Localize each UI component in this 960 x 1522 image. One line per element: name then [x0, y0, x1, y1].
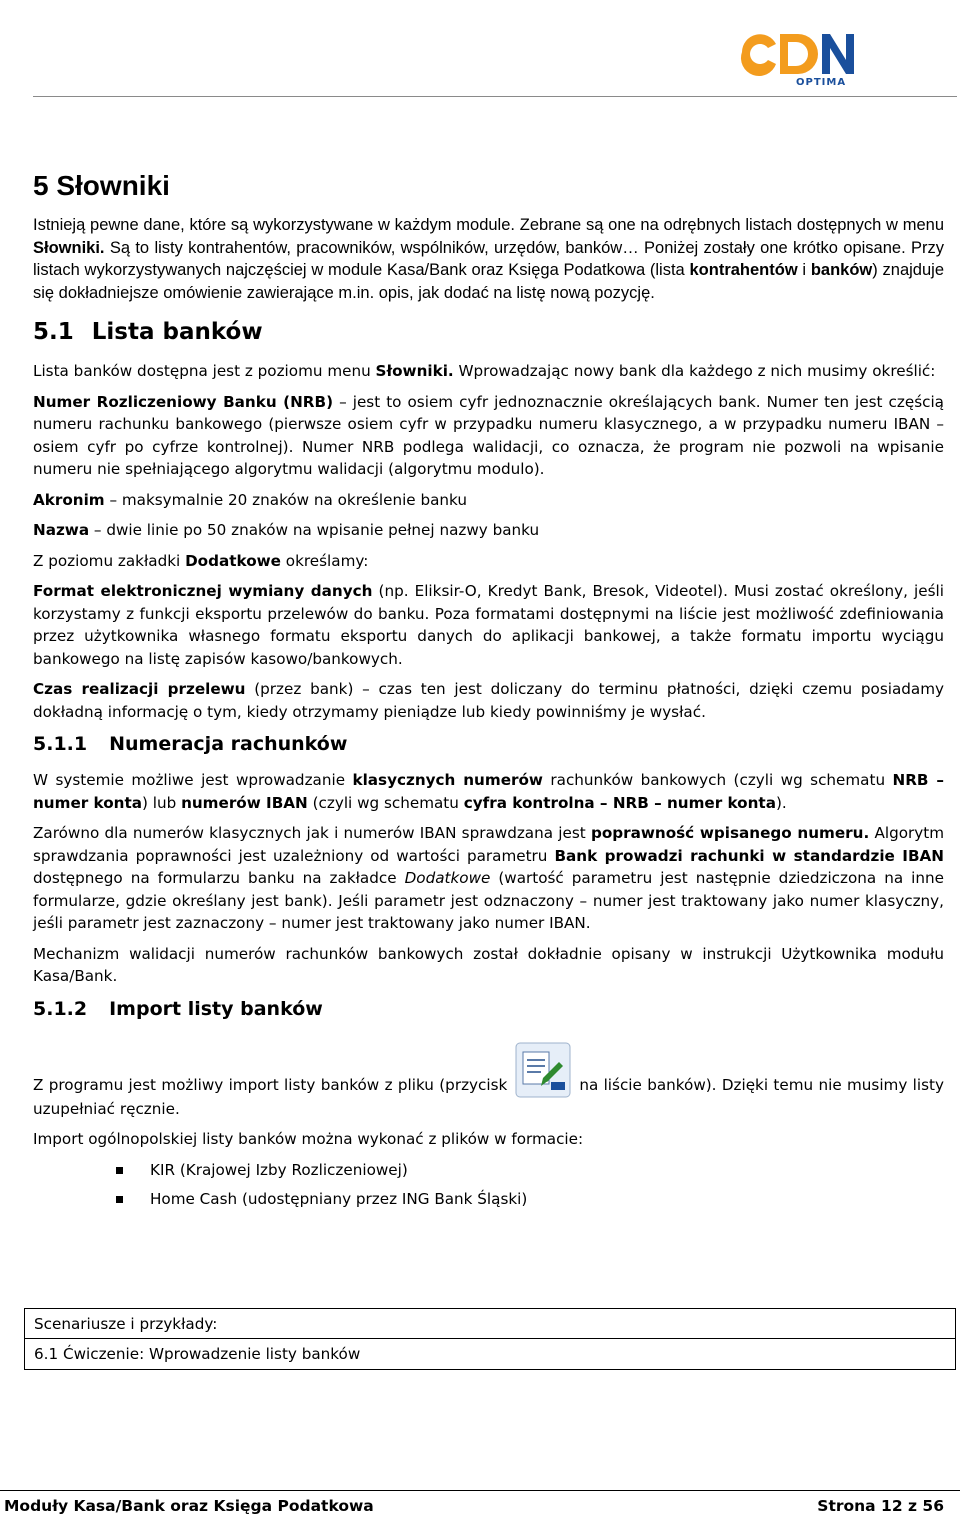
main-content [33, 160, 944, 1218]
subsection-title-numeracja: 5.1.1 Numeracja rachunków [33, 733, 348, 755]
scenarios-header: Scenariusze i przykłady: [25, 1309, 955, 1339]
section-title: 5 Słowniki [33, 170, 170, 201]
cdn-optima-logo [738, 22, 858, 86]
svg-text:OPTIMA: OPTIMA [796, 77, 847, 86]
square-bullet-icon [116, 1167, 123, 1174]
page-number: Strona 12 z 56 [817, 1497, 944, 1515]
paragraph-import-2: Import ogólnopolskiej listy banków można wykonać z plików w formacie: [33, 1130, 584, 1148]
paragraph-czas-realizacji: Czas realizacji przelewu (przez bank) – czas ten jest doliczany do terminu płatności, dzięki czemu posiadamy dokładną informację o tym, kiedy otrzymamy pieniądze lub kiedy powinniśmy je wysłać. [33, 680, 944, 721]
paragraph-dodatkowe: Z poziomu zakładki Dodatkowe określamy: [33, 551, 369, 570]
footer-title: Moduły Kasa/Bank oraz Księga Podatkowa [4, 1497, 374, 1515]
square-bullet-icon [116, 1196, 123, 1203]
scenarios-box [24, 1308, 956, 1370]
paragraph-nrb: Numer Rozliczeniowy Banku (NRB) – jest to osiem cyfr jednoznacznie określających bank. Numer ten jest częścią numeru rachunku bankowego (pierwsze osiem cyfr w przypadku numeru klasycznego, a w przypadku numeru IBAN – osiem cyfr po cyfrze kontrolnej). Numer NRB podlega walidacji, co oznacza, że program nie pozwoli na wpisanie numeru nie spełniającego algorytmu walidacji (algorytmu modulo). [33, 392, 944, 478]
scenario-link[interactable]: 6.1 Ćwiczenie: Wprowadzenie listy banków [34, 1345, 361, 1363]
import-list-icon[interactable] [515, 1042, 571, 1098]
paragraph-numeracja-1: W systemie możliwe jest wprowadzanie klasycznych numerów rachunków bankowych (czyli wg schematu NRB – numer konta) lub numerów IBAN (czyli wg schematu cyfra kontrolna – NRB – numer konta). [33, 771, 944, 812]
section-intro: Istnieją pewne dane, które są wykorzystywane w każdym module. Zebrane są one na odrębnych listach dostępnych w menu Słowniki. Są to listy kontrahentów, pracowników, wspólników, urzędów, banków… Poniżej zostały one krótko opisane. Przy listach wykorzystywanych najczęściej w module Kasa/Bank oraz Księga Podatkowa (lista kontrahentów i banków) znajduje się dokładniejsze omówienie zawierające m.in. opis, jak dodać na listę nową pozycję. [33, 216, 944, 302]
list-item: KIR (Krajowej Izby Rozliczeniowej) [33, 1159, 944, 1182]
paragraph-import-1: Z programu jest możliwy import listy banków z pliku (przycisk na liście banków). Dzięki temu nie musimy listy uzupełniać ręcznie. [33, 1042, 944, 1121]
paragraph-nazwa: Nazwa – dwie linie po 50 znaków na wpisanie pełnej nazwy banku [33, 521, 540, 539]
subsection-title-lista-bankow: 5.1 Lista banków [33, 319, 263, 345]
header-rule [33, 96, 957, 97]
paragraph-akronim: Akronim – maksymalnie 20 znaków na określenie banku [33, 490, 467, 509]
import-format-list [33, 1159, 944, 1211]
subsection-title-import: 5.1.2 Import listy banków [33, 997, 323, 1020]
paragraph-numeracja-3: Mechanizm walidacji numerów rachunków bankowych został dokładnie opisany w instrukcji Użytkownika modułu Kasa/Bank. [33, 944, 944, 985]
paragraph-numeracja-2: Zarówno dla numerów klasycznych jak i numerów IBAN sprawdzana jest poprawność wpisanego numeru. Algorytm sprawdzania poprawności jest uzależniony od wartości parametru Bank prowadzi rachunki w standardzie IBAN dostępnego na formularzu banku na zakładce Dodatkowe (wartość parametru jest następnie dziedziczona na inne formularze, gdzie określany jest bank). Jeśli parametr jest odznaczony – numer jest traktowany jako numer klasyczny, jeśli parametr jest zaznaczony – numer jest traktowany jako numer IBAN. [33, 824, 945, 932]
footer-rule [0, 1490, 960, 1491]
paragraph-format: Format elektronicznej wymiany danych (np. Eliksir-O, Kredyt Bank, Bresok, Videotel). Musi zostać określony, jeśli korzystamy z funkcji eksportu przelewów do banku. Poza formatami dostępnymi na liście jest możliwość zdefiniowania przez użytkownika własnego formatu eksportu danych do aplikacji bankowej, a także formatu importu wyciągu bankowego na listę zapisów kasowo/bankowych. [33, 582, 944, 668]
paragraph-lista-bankow: Lista banków dostępna jest z poziomu menu Słowniki. Wprowadzając nowy bank dla każdego z nich musimy określić: [33, 362, 936, 380]
list-item: Home Cash (udostępniany przez ING Bank Śląski) [33, 1188, 944, 1211]
